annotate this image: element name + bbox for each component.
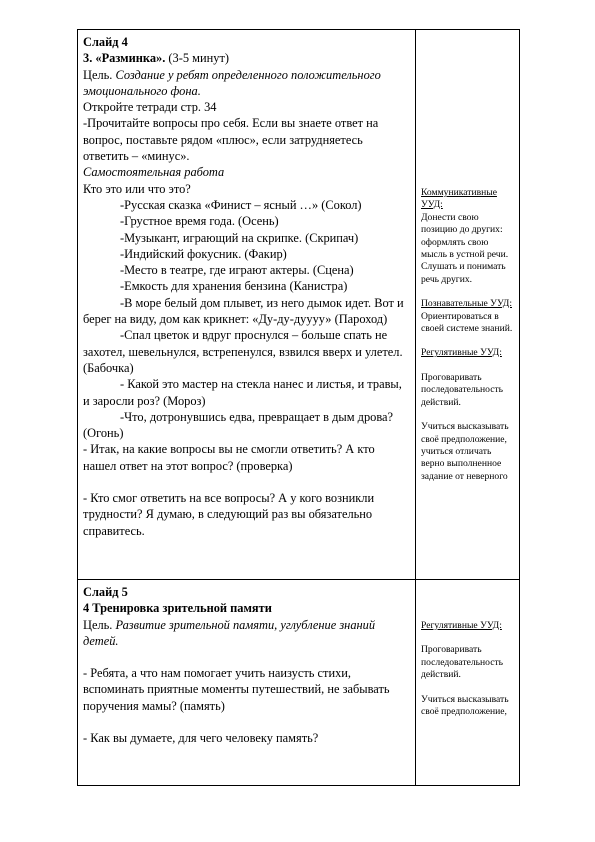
cogn-uud-text: Ориентироваться в своей системе знаний. <box>421 310 513 335</box>
slide4-goal-prefix: Цель. <box>83 67 116 82</box>
riddle-item: - Какой это мастер на стекла нанес и листья, и травы, и заросли роз? (Мороз) <box>83 377 402 408</box>
reg-uud-text1: Проговаривать последовательность действий. <box>421 371 504 408</box>
riddle-item: -Место в театре, где играют актеры. (Сцена) <box>120 263 354 278</box>
reg-uud-title: Регулятивные УУД: <box>421 620 502 631</box>
riddle-item: -Русская сказка «Финист – ясный …» (Сокол) <box>120 197 362 212</box>
slide4-independent-work: Самостоятельная работа <box>83 165 225 180</box>
slide4-question2: - Кто смог ответить на все вопросы? А у кого возникли трудности? Я думаю, в следующий раз вы обязательно справитесь. <box>83 491 375 538</box>
slide5-goal-text: Развитие зрительной памяти, углубление знаний детей. <box>83 617 376 648</box>
comm-uud-title: Коммуникативные УУД: <box>421 187 497 211</box>
slide4-section <box>83 50 410 66</box>
reg-uud-text1: Проговаривать последовательность действий. <box>421 644 504 681</box>
comm-uud-text2: Слушать и понимать речь других. <box>421 261 506 285</box>
slide4-instruction: -Прочитайте вопросы про себя. Если вы знаете ответ на вопрос, поставьте рядом «плюс», если затрудняетесь ответить – «минус». <box>83 116 379 164</box>
cogn-uud-title: Познавательные УУД: <box>421 298 512 310</box>
riddle-item: -Грустное время года. (Осень) <box>120 214 279 229</box>
table-row-slide5 <box>78 580 519 786</box>
slide4-section-time: (3-5 минут) <box>165 51 229 66</box>
slide4-question1: - Итак, на какие вопросы вы не смогли ответить? А кто нашел ответ на этот вопрос? (проверка) <box>83 442 375 473</box>
riddle-item: -В море белый дом плывет, из него дымок идет. Вот и берег на виду, дом как крикнет: «Ду-ду-дуууу» (Пароход) <box>83 295 404 327</box>
riddle-item: -Спал цветок и вдруг проснулся – больше спать не захотел, шевельнулся, встрепенулся, взвился вверх и улетел. (Бабочка) <box>83 328 403 375</box>
slide4-open-notebook: Откройте тетради стр. 34 <box>83 100 217 115</box>
slide5-section: 4 Тренировка зрительной памяти <box>83 601 272 616</box>
reg-uud-text2: Учиться высказывать своё предположение, учиться отличать верно выполненное задание от неверного <box>421 421 509 482</box>
reg-uud-text2: Учиться высказывать своё предположение, <box>421 693 509 718</box>
slide5-content-cell <box>78 580 416 785</box>
reg-uud-title: Регулятивные УУД: <box>421 347 502 359</box>
riddle-item: -Что, дотронувшись едва, превращает в дым дрова? (Огонь) <box>83 409 394 441</box>
slide4-title: Слайд 4 <box>83 35 128 49</box>
slide5-uud-cell <box>416 580 519 785</box>
slide4-uud-cell <box>416 30 519 579</box>
slide4-who-what: Кто это или что это? <box>83 181 191 196</box>
comm-uud-text1: Донести свою позицию до других: оформлять свою мысль в устной речи. <box>421 211 509 261</box>
slide4-section-num: 3. «Разминка». <box>83 51 166 66</box>
slide5-question1: - Ребята, а что нам помогает учить наизусть стихи, вспоминать приятные моменты путешествий, не забывать поручения мамы? (память) <box>83 666 390 713</box>
riddle-item: -Емкость для хранения бензина (Канистра) <box>120 279 348 294</box>
lesson-table <box>77 29 520 786</box>
riddle-item: -Музыкант, играющий на скрипке. (Скрипач) <box>120 230 359 245</box>
slide4-content-cell <box>78 30 416 579</box>
slide5-question2: - Как вы думаете, для чего человеку память? <box>83 731 319 746</box>
riddle-item: -Индийский фокусник. (Факир) <box>120 246 287 261</box>
slide4-goal <box>83 67 410 100</box>
slide4-goal-text: Создание у ребят определенного положительного эмоционального фона. <box>83 67 381 98</box>
slide5-title: Слайд 5 <box>83 585 128 599</box>
slide5-goal-prefix: Цель. <box>83 617 116 632</box>
table-row-slide4 <box>78 30 519 580</box>
slide5-goal <box>83 617 410 650</box>
